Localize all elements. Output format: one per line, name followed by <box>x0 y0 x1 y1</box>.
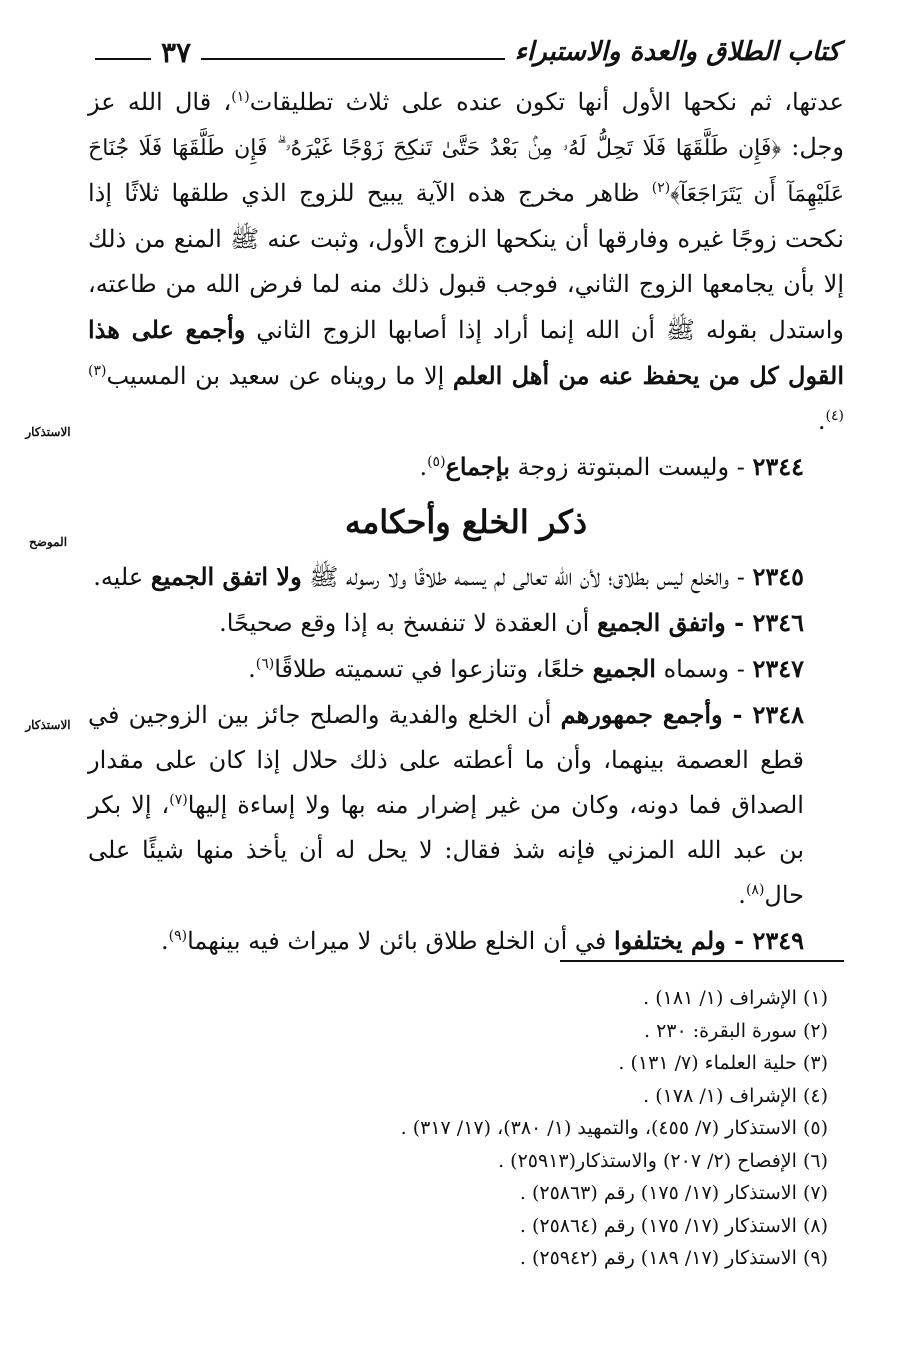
paragraph-2345 <box>88 554 844 600</box>
bold-phrase: - ولم يختلفوا <box>613 926 753 955</box>
paragraph-number: ٢٣٤٥ <box>752 562 804 591</box>
text-run: . <box>248 655 256 683</box>
page-number: ٣٧ <box>161 35 192 69</box>
text-run: . <box>738 881 746 909</box>
header-rule-end <box>95 58 151 60</box>
header-title: كتاب الطلاق والعدة والاستبراء <box>514 37 840 67</box>
footnote-ref: (١) <box>231 89 250 105</box>
text-run: - والخلع ليس بطلاق؛ لأن الله تعالى لم يسمه طلاقًا ولا رسوله ﷺ <box>301 563 753 591</box>
text-run: - وليست المبتوتة زوجة <box>509 453 753 481</box>
text-run: . <box>817 407 826 435</box>
bold-phrase: وأجمع على هذا القول كل من يحفظ عنه من أهل العلم <box>88 315 845 390</box>
paragraph-number: ٢٣٤٨ <box>752 700 804 729</box>
text-run: . <box>419 453 428 481</box>
paragraph-2349 <box>88 918 844 964</box>
footnote-ref: (٩) <box>168 928 188 944</box>
footnotes <box>88 982 828 1275</box>
footnote-2: (٢) سورة البقرة: ٢٣٠ . <box>643 1019 828 1042</box>
paragraph-2348 <box>88 692 844 918</box>
paragraph-2347 <box>88 646 844 692</box>
footnote-1: (١) الإشراف (١/ ١٨١) . <box>643 987 828 1009</box>
footnote-9: (٩) الاستذكار (١٧/ ١٨٩) رقم (٢٥٩٤٢) . <box>519 1247 828 1269</box>
footnote-8: (٨) الاستذكار (١٧/ ١٧٥) رقم (٢٥٨٦٤) . <box>519 1214 828 1237</box>
bold-phrase: بإجماع <box>445 452 510 481</box>
section-heading: ذكر الخلع وأحكامه <box>344 503 588 541</box>
text-run: ، إلا بكر بن عبد الله المزني فإنه شذ فقال: لا يحل له أن يأخذ منها شيئًا على حال <box>88 791 804 909</box>
footnote-7: (٧) الاستذكار (١٧/ ١٧٥) رقم (٢٥٨٦٣) . <box>519 1182 828 1204</box>
footnote-ref: (٧) <box>169 792 188 808</box>
bold-phrase: - وأجمع جمهورهم <box>560 700 753 729</box>
margin-note-istidhkar-1: الاستذكار <box>25 425 71 439</box>
text-run: عليه. <box>93 563 151 591</box>
quran-verse: ﴿فَإِن طَلَّقَهَا فَلَا تَحِلُّ لَهُۥ مِنۢ بَعْدُ حَتَّىٰ تَنكِحَ زَوْجًا غَيْرَهُۥ ۗ فَإِن طَلَّقَهَا فَلَا جُنَاحَ عَلَيْهِمَآ أَن يَتَرَاجَعَآ﴾ <box>88 136 845 207</box>
paragraph-2346 <box>88 600 844 646</box>
footnote-ref: (٣)(٤) <box>88 363 844 424</box>
text-run: . <box>160 927 169 955</box>
paragraph-continuation <box>88 80 844 444</box>
paragraph-number: ٢٣٤٧ <box>752 654 804 683</box>
text-run: عدتها، ثم نكحها الأول أنها تكون عنده على ثلاث تطليقات <box>249 88 845 116</box>
paragraph-number: ٢٣٤٦ <box>752 608 804 637</box>
running-header <box>95 30 840 74</box>
text-run: - وسماه <box>655 655 753 683</box>
paragraph-number: ٢٣٤٩ <box>752 926 804 955</box>
footnote-4: (٤) الإشراف (١/ ١٧٨) . <box>643 1084 828 1107</box>
footnote-ref: (٨) <box>745 882 765 898</box>
footnote-ref: (٢) <box>651 180 671 196</box>
bold-phrase: ولا اتفق الجميع <box>150 562 302 591</box>
footnote-ref: (٦) <box>255 656 275 672</box>
text-run: في أن الخلع طلاق بائن لا ميراث فيه بينهما <box>187 927 614 955</box>
text-run: ، قال الله عز وجل: <box>88 88 844 161</box>
text-run: خلعًا، وتنازعوا في تسميته طلاقًا <box>274 655 593 683</box>
footnote-5: (٥) الاستذكار (٧/ ٤٥٥)، والتمهيد (١/ ٣٨٠)، (١٧/ ٣١٧) . <box>400 1117 828 1139</box>
footnote-3: (٣) حلية العلماء (٧/ ١٣١) . <box>618 1052 828 1074</box>
text-run: إلا ما رويناه عن سعيد بن المسيب <box>106 362 453 390</box>
header-rule <box>201 58 505 60</box>
paragraph-number: ٢٣٤٤ <box>752 452 804 481</box>
bold-phrase: - واتفق الجميع <box>596 608 753 637</box>
main-text <box>88 80 844 964</box>
text-run: ظاهر مخرج هذه الآية يبيح للزوج الذي طلقها ثلاثًا إذا نكحت زوجًا غيره وفارقها أن ينكحها الزوج الأول، وثبت عنه ﷺ المنع من ذلك إلا بأن يجامعها الزوج الثاني، فوجب قبول ذلك منه لما فرض الله من طاعته، واستدل بقوله ﷺ أن الله إنما أراد إذا أصابها الزوج الثاني <box>88 179 844 344</box>
text-run: أن الخلع والفدية والصلح جائز بين الزوجين في قطع العصمة بينهما، وأن ما أعطته على ذلك حلال إذا كان على مقدار الصداق فما دونه، وكان من غير إضرار منه بها ولا إساءة إليها <box>88 701 804 819</box>
footnote-separator <box>560 960 844 962</box>
text-run: أن العقدة لا تنفسخ به إذا وقع صحيحًا. <box>219 609 597 637</box>
paragraph-2344 <box>88 444 844 490</box>
margin-note-istidhkar-2: الاستذكار <box>25 718 71 732</box>
footnote-6: (٦) الإفصاح (٢/ ٢٠٧) والاستذكار(٢٥٩١٣) . <box>498 1149 828 1172</box>
margin-note-mudih: الموضح <box>28 535 68 549</box>
bold-phrase: الجميع <box>592 654 656 683</box>
footnote-ref: (٥) <box>427 454 446 470</box>
